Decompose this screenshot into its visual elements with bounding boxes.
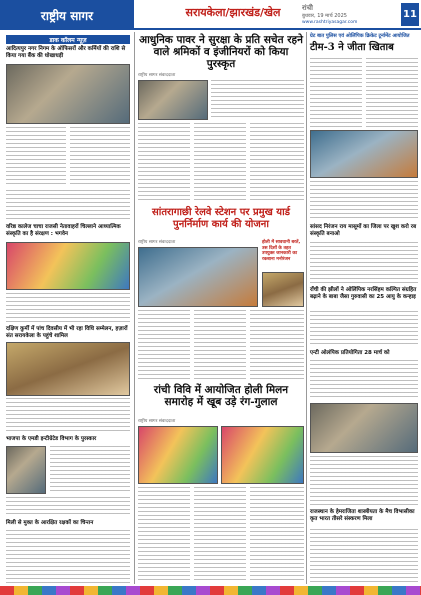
left-story-headline: वरिष्ठ कालेज चाचा राजसी नेतावाहरों चिल्लाने आध्यात्मिक संस्कृति का है संरक्षण : भगवेन: [6, 224, 121, 237]
article-text: [6, 190, 130, 220]
article-text: [70, 127, 130, 187]
article-text: [250, 487, 304, 583]
website-label: www.rashtriyasagar.com: [302, 20, 358, 25]
article-text: [366, 58, 418, 128]
left-story-headline: मिली से मुक्त के आरक्षित रक्षकों का चिन्तन: [6, 520, 94, 526]
article-text: [211, 80, 304, 120]
news-photo: [262, 272, 304, 307]
news-photo: [310, 403, 418, 453]
article-text: [194, 123, 246, 203]
article-text: [310, 311, 418, 347]
date-label: बुधवार, 19 मार्च 2025: [302, 13, 347, 19]
byline: राष्ट्रीय सागर संवाददाता: [138, 419, 176, 424]
right-banner: ग्रेट बात पुलिस एवं ओलिंपिक क्रिकेट टूर्नामेंट आयोजित: [310, 33, 410, 39]
news-photo: [6, 64, 130, 124]
left-story-headline: आदित्यपुर नगर निगम के ऑफिसरों और कर्मियों की राशि से किया गया बैंक की धोखाधड़ी: [6, 46, 126, 59]
article-text: [250, 310, 304, 380]
left-story-headline: दक्षिण कुर्मी में पांच दिवसीय में भी रहा विधि सम्मेलन, हज़ारों संत सरायकेला के पहुंचे शामिल: [6, 326, 128, 339]
left-story-headline: भाजपा के एमडी इन्टीग्रेटेड विभाग के पुरस्कार: [6, 436, 97, 442]
article-text: [310, 529, 418, 583]
news-photo: [138, 247, 258, 307]
article-text: [138, 310, 190, 380]
article-text: [138, 487, 190, 583]
city-label: रांची: [302, 4, 313, 12]
news-photo: [6, 242, 130, 290]
left-section-label: डाक कॉलम न्यूज़: [6, 35, 130, 44]
article-text: [250, 123, 304, 203]
article-text: [194, 310, 246, 380]
article-text: [6, 293, 130, 323]
article-text: [6, 127, 66, 187]
section-title: सरायकेला/झारखंड/खेल: [185, 6, 281, 19]
article-text: [138, 123, 190, 203]
news-photo: [221, 426, 304, 484]
article-text: [194, 487, 246, 583]
column-rule: [134, 32, 135, 584]
article-text: [310, 456, 418, 506]
right-headline: टीम-3 ने जीता खिताब: [310, 42, 394, 53]
article-text: [310, 242, 418, 284]
portrait-photo: [6, 446, 46, 494]
main-headline: आधुनिक पावर ने सुरक्षा के प्रति सचेत रहने वाले श्रमिकों व इंजीनियरों को किया पुरस्कृत: [139, 34, 303, 71]
article-text: [6, 530, 130, 584]
section-headline: रांची विवि में आयोजित होली मिलन समारोह में खूब उड़े रंग-गुलाल: [153, 384, 289, 409]
side-story-headline: होली में सावधानी बरतें, उस दिशों के तहत उपयुक्त जानकारी का रकबाना मनोरंजन: [262, 240, 301, 262]
news-photo: [310, 130, 418, 178]
page-number: 11: [401, 3, 419, 26]
paper-name: राष्ट्रीय सागर: [0, 0, 134, 30]
article-text: [6, 398, 130, 434]
right-story-headline: राजस्थान के हेमराजिता शास्त्रीयता के मैच विभासीका कृत भारत तीसरे संस्करण मिला: [310, 509, 415, 522]
right-story-headline: राँची की झीलों ने ओलिंपिक नरसिंहम कल्पित संग्रहित बढ़ाने के बाबा जैसा गुरुवासी का 25 आयु के कन्हाइ: [310, 287, 417, 300]
byline: राष्ट्रीय सागर संवाददाता: [138, 73, 176, 78]
article-text: [310, 360, 418, 400]
article-text: [310, 58, 362, 128]
byline: राष्ट्रीय सागर संवाददाता: [138, 240, 176, 245]
article-text: [310, 181, 418, 221]
footer-color-strip: [0, 586, 421, 595]
right-story-headline: सांसद निरंजन राय मासूमों का जिला पर खुश करो रब संस्कृति बनाओ: [310, 224, 417, 237]
news-photo: [138, 426, 218, 484]
article-text: [6, 497, 130, 517]
right-story-headline: एन्टी ओलंपिक प्रतियोगिता 28 मार्च को: [310, 350, 390, 356]
section-headline: सांतरागाछी रेलवे स्टेशन पर प्रमुख यार्ड पुनर्निर्माण कार्य की योजना: [151, 207, 291, 230]
news-photo: [138, 80, 208, 120]
column-rule: [306, 32, 307, 584]
article-text: [50, 446, 130, 494]
news-photo: [6, 342, 130, 396]
